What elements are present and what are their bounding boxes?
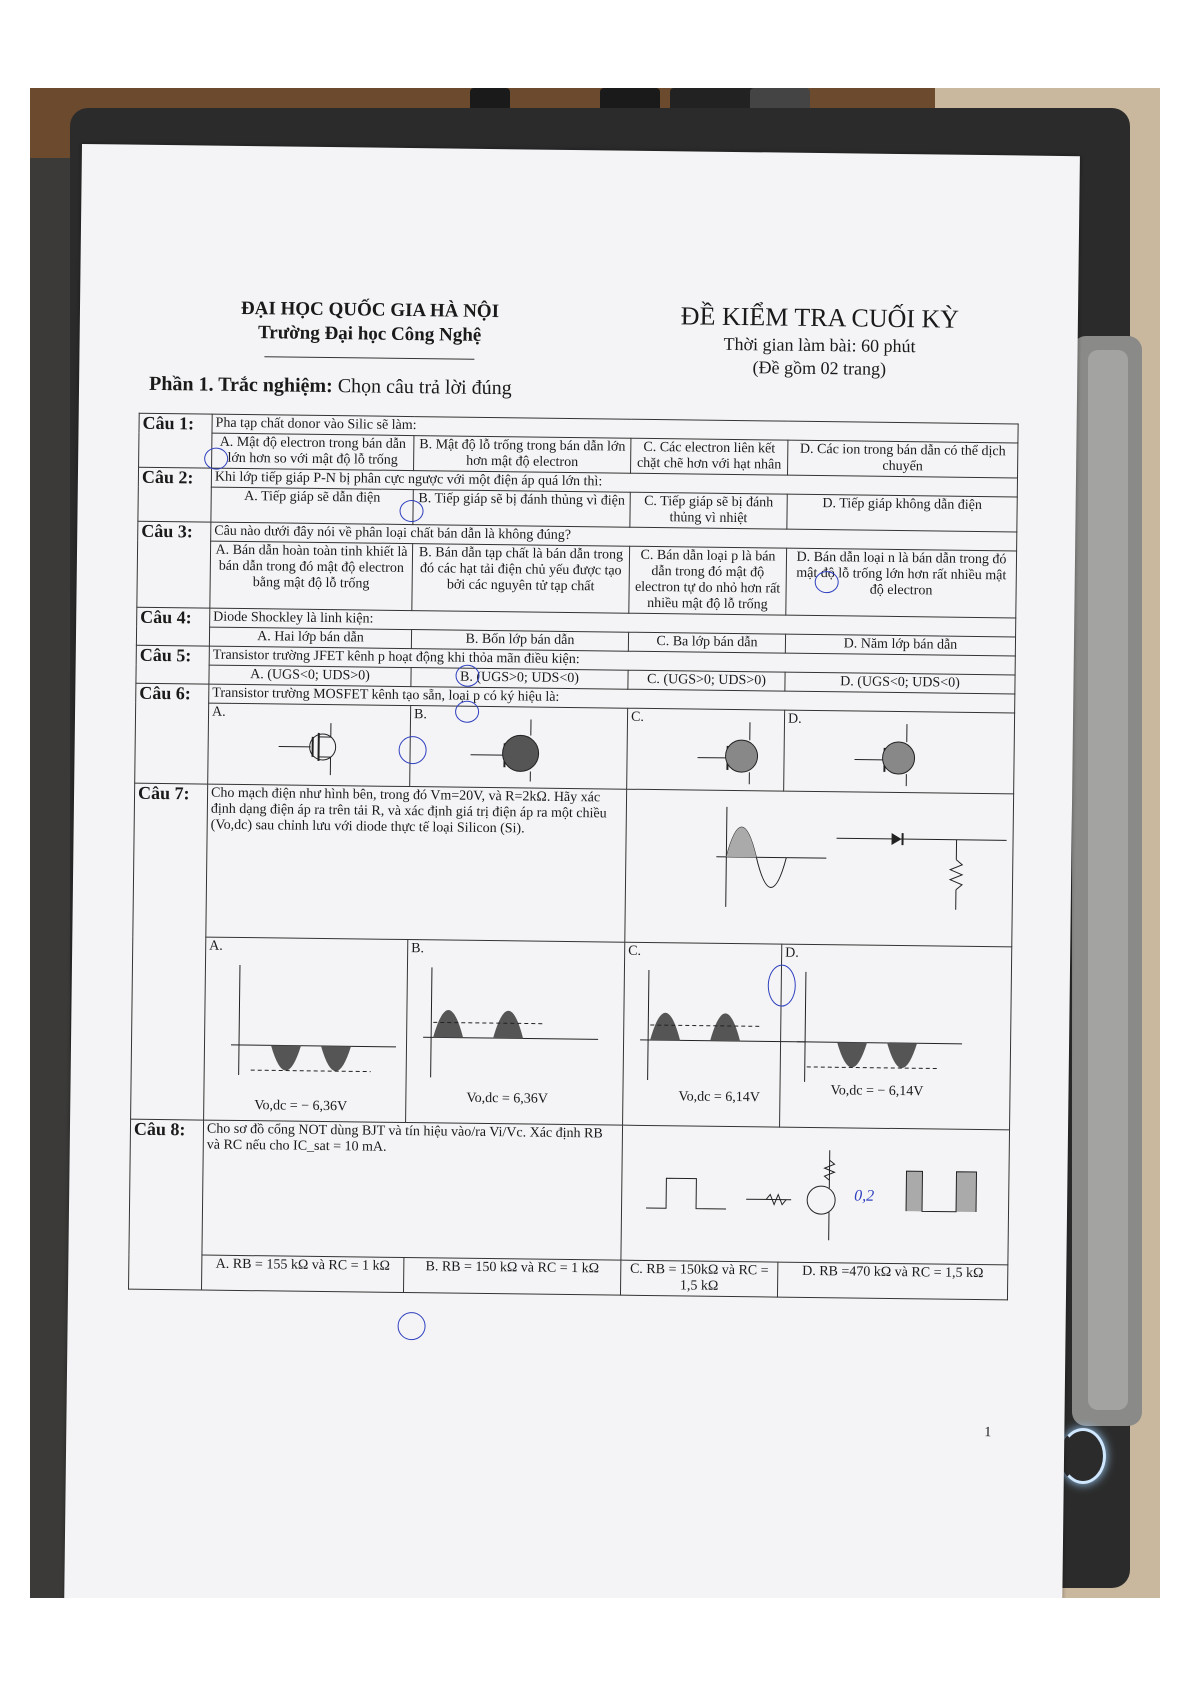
question-number: Câu 7: [131,783,208,1120]
exam-header [659,301,980,381]
option-c[interactable] [623,942,782,1127]
option-d[interactable]: D. Bán dẫn loại n là bán dẫn trong đó mật độ lỗ trống lớn hơn rất nhiều mật độ electron [786,548,1017,618]
rectifier-diagram-icon [635,796,1017,941]
vodc-value: Vo,dc = 6,36V [466,1090,548,1107]
option-a[interactable]: A. Hai lớp bán dẫn [209,627,411,648]
question-number: Câu 4: [136,607,209,646]
option-label: C. [628,943,642,959]
question-number: Câu 2: [138,467,212,522]
power-light [1060,1428,1106,1484]
question-stem: Cho mạch điện như hình bên, trong đó Vm=20V, và R=2kΩ. Hãy xác định dạng điện áp ra trên tải R, và xác định giá trị điện áp ra một chiều (Vo,dc) sau chỉnh lưu với diode thực tế loại Silicon (Si). [206,784,627,942]
option-c[interactable]: C. Bán dẫn loại p là bán dẫn trong đó mật độ electron tự do nhỏ hơn rất nhiều mật độ lỗ trống [629,546,787,615]
exam-title: ĐỀ KIỂM TRA CUỐI KỲ [680,301,960,334]
question-stem: Transistor trường MOSFET kênh tạo sẵn, loại p có ký hiệu là: [209,684,1015,713]
question-number: Câu 8: [129,1119,204,1290]
options-row [137,540,1017,618]
mosfet-symbol-icon [218,714,399,786]
option-label: B. [411,941,425,957]
option-c[interactable] [627,708,785,791]
option-c[interactable]: C. Ba lớp bán dẫn [628,632,785,653]
option-label: A. [209,938,223,954]
option-b[interactable]: B. RB = 150 kΩ và RC = 1 kΩ [403,1258,620,1296]
option-b[interactable]: B. (UGS>0; UDS<0) [411,668,628,690]
option-a[interactable]: A. Bán dẫn hoàn toàn tinh khiết là bán dẫn trong đó mật độ electron bằng mật độ lỗ trống [210,541,413,610]
question-stem: Diode Shockley là linh kiện: [210,608,1016,637]
question-stem: Cho sơ đồ cổng NOT dùng BJT và tín hiệu vào/ra Vi/Vc. Xác định RB và RC nếu cho IC_sat = 10 mA. [202,1120,623,1260]
answer-circle-mark [815,571,839,593]
option-a[interactable]: A. Mật độ electron trong bán dẫn lớn hơn so với mật độ lỗ trống [212,433,414,470]
vodc-value: Vo,dc = 6,14V [678,1089,761,1106]
option-label: D. [787,711,802,727]
option-c[interactable]: C. RB = 150kΩ và RC = 1,5 kΩ [620,1260,777,1297]
option-a[interactable]: A. RB = 155 kΩ và RC = 1 kΩ [202,1255,404,1292]
question-number: Câu 6: [135,683,209,784]
answer-circle-mark [399,500,423,522]
part-label: Phần 1. Trắc nghiệm: [148,372,333,398]
option-label: C. [630,709,644,725]
option-a[interactable]: A. Tiếp giáp sẽ dẫn điện [211,487,413,524]
option-d[interactable]: D. RB =470 kΩ và RC = 1,5 kΩ [777,1262,1007,1300]
option-d[interactable]: D. (UGS<0; UDS<0) [785,672,1015,694]
option-c[interactable]: C. Các electron liên kết chặt chẽ hơn với hạt nhân [631,438,788,475]
exam-time: Thời gian làm bài: 60 phút [723,333,916,357]
option-b[interactable] [406,940,625,1126]
question-row [129,1119,1010,1265]
university-name: ĐẠI HỌC QUỐC GIA HÀ NỘI [240,297,500,323]
question-stem: Khi lớp tiếp giáp P-N bị phân cực ngược với một điện áp quá lớn thì: [211,468,1017,497]
question-number: Câu 1: [139,413,213,468]
part-heading [149,373,512,400]
answer-circle-mark [204,448,228,470]
question-stem: Transistor trường JFET kênh p hoạt động khi thỏa mãn điều kiện: [209,646,1015,675]
bjt-not-gate-diagram-icon [625,1128,997,1261]
option-b[interactable]: B. Bốn lớp bán dẫn [411,630,628,652]
option-b[interactable]: B. Bán dẫn tạp chất là bán dẫn trong đó các hạt tải điện chủ yếu được tạo bởi các nguyên tử tạp chất [412,544,630,614]
question-number: Câu 5: [136,645,209,684]
mosfet-symbol-icon [794,719,975,791]
option-b[interactable] [410,706,628,790]
half-wave-negative-graph [211,960,402,1082]
institution-header [219,298,520,361]
option-d[interactable]: D. Tiếp giáp không dẫn điện [787,494,1017,532]
option-label: A. [211,704,226,720]
option-label: B. [413,707,427,723]
option-c[interactable]: C. (UGS>0; UDS>0) [628,670,785,691]
mosfet-symbol-icon [420,714,611,786]
question-number: Câu 3: [137,521,211,608]
question-stem: Câu nào dưới đây nói về phân loại chất bán dẫn là không đúng? [211,522,1017,551]
tablet-stand-edge [1088,350,1128,1410]
vodc-value: Vo,dc = − 6,14V [830,1083,924,1100]
options-row [135,702,1015,794]
school-name: Trường Đại học Công Nghệ [257,322,482,346]
options-row [131,936,1012,1130]
bjt-not-gate-figure [621,1125,1010,1265]
half-wave-negative-graph [787,967,968,1089]
vodc-value: Vo,dc = − 6,36V [254,1098,348,1115]
option-d[interactable] [784,710,1015,794]
option-a[interactable] [208,703,411,786]
option-a[interactable]: A. (UGS<0; UDS>0) [209,665,411,686]
answer-circle-mark [397,1312,425,1340]
page-number: 1 [984,1425,992,1441]
photo-background [30,88,1160,1598]
part-instruction: Chọn câu trả lời đúng [337,375,512,400]
handwritten-note: 0,2 [854,1187,875,1205]
half-wave-positive-graph [413,962,604,1084]
option-label: D. [785,945,799,961]
option-d[interactable] [780,944,1012,1130]
option-a[interactable] [204,937,408,1122]
questions-table [128,413,1019,1301]
option-c[interactable]: C. Tiếp giáp sẽ bị đánh thủng vì nhiệt [630,492,787,529]
question-row [133,783,1014,947]
header-rule [264,356,474,360]
exam-paper [64,144,1080,1598]
option-b[interactable]: B. Tiếp giáp sẽ bị đánh thủng vì điện [413,490,630,528]
rectifier-circuit-figure [625,789,1014,947]
option-d[interactable]: D. Các ion trong bán dẫn có thể dịch chuyển [788,440,1018,478]
question-stem: Pha tạp chất donor vào Silic sẽ làm: [212,414,1018,443]
option-d[interactable]: D. Năm lớp bán dẫn [785,634,1015,656]
answer-circle-mark [455,701,479,723]
exam-pages: (Đề gồm 02 trang) [752,357,887,379]
option-b[interactable]: B. Mật độ lỗ trống trong bán dẫn lớn hơn mật độ electron [414,436,631,474]
answer-circle-mark [455,665,479,687]
